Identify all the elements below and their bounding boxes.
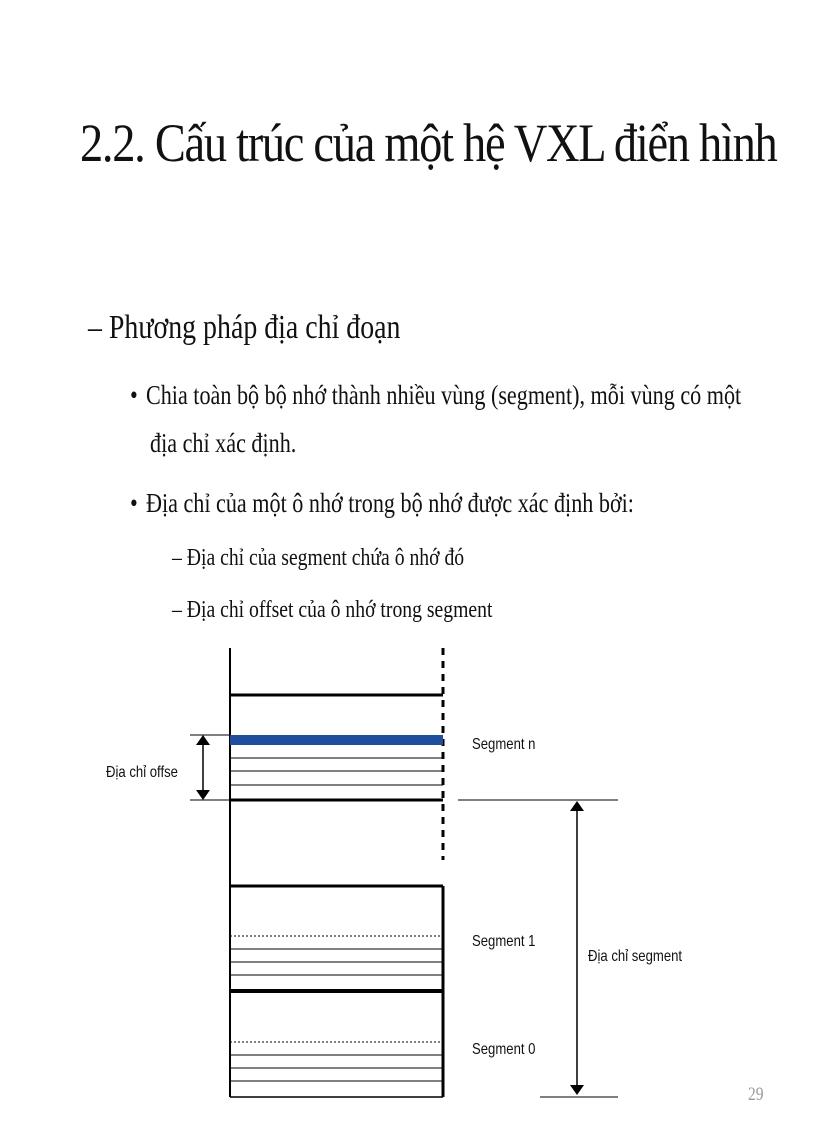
section-heading: – Phương pháp địa chỉ đoạn bbox=[88, 309, 401, 346]
label-segment-n: Segment n bbox=[472, 736, 536, 753]
sub-item-offset-address: – Địa chỉ offset của ô nhớ trong segment bbox=[172, 597, 493, 623]
sub-item-segment-address: – Địa chỉ của segment chứa ô nhớ đó bbox=[172, 545, 465, 571]
bullet-1-line-1: Chia toàn bộ bộ nhớ thành nhiều vùng (segment), mỗi vùng có một bbox=[145, 380, 742, 410]
label-segment-address: Địa chỉ segment bbox=[588, 948, 683, 965]
bullet-dot: • bbox=[130, 488, 138, 518]
page-number: 29 bbox=[748, 1084, 764, 1105]
label-segment-1: Segment 1 bbox=[472, 933, 536, 950]
label-segment-0: Segment 0 bbox=[472, 1041, 536, 1058]
bullet-dot: • bbox=[130, 380, 138, 410]
bullet-2-line-1: Địa chỉ của một ô nhớ trong bộ nhớ được xác định bởi: bbox=[145, 488, 634, 518]
bullet-1-line-2: địa chỉ xác định. bbox=[150, 428, 297, 458]
offset-cell-highlight bbox=[230, 735, 443, 745]
slide-title: 2.2. Cấu trúc của một hệ VXL điển hình bbox=[80, 113, 777, 173]
label-offset-address: Địa chỉ offse bbox=[106, 764, 178, 781]
